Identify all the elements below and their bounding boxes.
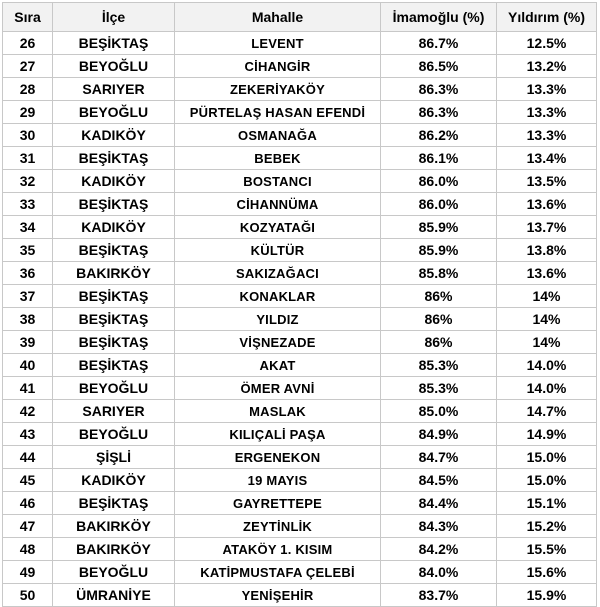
cell-district: BAKIRKÖY bbox=[53, 515, 175, 538]
cell-yildirim-pct: 15.0% bbox=[497, 469, 597, 492]
cell-yildirim-pct: 15.1% bbox=[497, 492, 597, 515]
cell-rank: 49 bbox=[3, 561, 53, 584]
table-row bbox=[3, 469, 597, 492]
cell-rank: 41 bbox=[3, 377, 53, 400]
cell-district: BEŞİKTAŞ bbox=[53, 285, 175, 308]
cell-neighborhood: AKAT bbox=[175, 354, 381, 377]
cell-yildirim-pct: 14.7% bbox=[497, 400, 597, 423]
cell-imamoglu-pct: 84.4% bbox=[381, 492, 497, 515]
cell-imamoglu-pct: 84.3% bbox=[381, 515, 497, 538]
cell-rank: 29 bbox=[3, 101, 53, 124]
table-row bbox=[3, 216, 597, 239]
results-table-container bbox=[2, 2, 597, 607]
cell-district: ÜMRANİYE bbox=[53, 584, 175, 607]
cell-district: BAKIRKÖY bbox=[53, 538, 175, 561]
cell-neighborhood: ERGENEKON bbox=[175, 446, 381, 469]
table-row bbox=[3, 285, 597, 308]
cell-neighborhood: ÖMER AVNİ bbox=[175, 377, 381, 400]
cell-imamoglu-pct: 85.3% bbox=[381, 377, 497, 400]
table-row bbox=[3, 492, 597, 515]
cell-rank: 26 bbox=[3, 32, 53, 55]
results-table bbox=[2, 2, 597, 607]
cell-neighborhood: ZEKERİYAKÖY bbox=[175, 78, 381, 101]
table-row bbox=[3, 193, 597, 216]
cell-yildirim-pct: 15.2% bbox=[497, 515, 597, 538]
cell-yildirim-pct: 13.5% bbox=[497, 170, 597, 193]
cell-district: SARIYER bbox=[53, 400, 175, 423]
table-row bbox=[3, 400, 597, 423]
cell-rank: 31 bbox=[3, 147, 53, 170]
cell-imamoglu-pct: 86% bbox=[381, 331, 497, 354]
cell-rank: 44 bbox=[3, 446, 53, 469]
cell-district: BAKIRKÖY bbox=[53, 262, 175, 285]
cell-neighborhood: VİŞNEZADE bbox=[175, 331, 381, 354]
cell-neighborhood: ATAKÖY 1. KISIM bbox=[175, 538, 381, 561]
cell-neighborhood: BOSTANCI bbox=[175, 170, 381, 193]
cell-yildirim-pct: 14% bbox=[497, 308, 597, 331]
cell-rank: 34 bbox=[3, 216, 53, 239]
cell-yildirim-pct: 12.5% bbox=[497, 32, 597, 55]
cell-neighborhood: ZEYTİNLİK bbox=[175, 515, 381, 538]
cell-yildirim-pct: 15.0% bbox=[497, 446, 597, 469]
cell-yildirim-pct: 14% bbox=[497, 331, 597, 354]
cell-neighborhood: BEBEK bbox=[175, 147, 381, 170]
cell-imamoglu-pct: 85.3% bbox=[381, 354, 497, 377]
cell-yildirim-pct: 13.4% bbox=[497, 147, 597, 170]
cell-imamoglu-pct: 86.0% bbox=[381, 193, 497, 216]
cell-imamoglu-pct: 85.8% bbox=[381, 262, 497, 285]
table-row bbox=[3, 423, 597, 446]
cell-district: BEŞİKTAŞ bbox=[53, 32, 175, 55]
cell-district: BEYOĞLU bbox=[53, 423, 175, 446]
cell-rank: 40 bbox=[3, 354, 53, 377]
cell-yildirim-pct: 14.0% bbox=[497, 354, 597, 377]
cell-imamoglu-pct: 85.0% bbox=[381, 400, 497, 423]
cell-neighborhood: GAYRETTEPE bbox=[175, 492, 381, 515]
table-row bbox=[3, 538, 597, 561]
cell-rank: 47 bbox=[3, 515, 53, 538]
cell-neighborhood: PÜRTELAŞ HASAN EFENDİ bbox=[175, 101, 381, 124]
cell-imamoglu-pct: 86.3% bbox=[381, 78, 497, 101]
table-row bbox=[3, 354, 597, 377]
cell-district: BEŞİKTAŞ bbox=[53, 492, 175, 515]
cell-district: BEŞİKTAŞ bbox=[53, 193, 175, 216]
cell-rank: 30 bbox=[3, 124, 53, 147]
cell-rank: 46 bbox=[3, 492, 53, 515]
cell-yildirim-pct: 13.6% bbox=[497, 193, 597, 216]
cell-imamoglu-pct: 85.9% bbox=[381, 239, 497, 262]
table-row bbox=[3, 239, 597, 262]
cell-imamoglu-pct: 86.0% bbox=[381, 170, 497, 193]
header-imamoglu-pct: İmamoğlu (%) bbox=[381, 3, 497, 32]
header-row bbox=[3, 3, 597, 32]
cell-yildirim-pct: 14.9% bbox=[497, 423, 597, 446]
cell-neighborhood: KÜLTÜR bbox=[175, 239, 381, 262]
cell-rank: 32 bbox=[3, 170, 53, 193]
cell-rank: 27 bbox=[3, 55, 53, 78]
cell-imamoglu-pct: 86.1% bbox=[381, 147, 497, 170]
cell-yildirim-pct: 13.3% bbox=[497, 78, 597, 101]
cell-yildirim-pct: 13.8% bbox=[497, 239, 597, 262]
table-row bbox=[3, 170, 597, 193]
cell-district: KADIKÖY bbox=[53, 124, 175, 147]
cell-neighborhood: KOZYATAĞI bbox=[175, 216, 381, 239]
cell-rank: 50 bbox=[3, 584, 53, 607]
cell-district: BEŞİKTAŞ bbox=[53, 308, 175, 331]
cell-yildirim-pct: 15.5% bbox=[497, 538, 597, 561]
table-row bbox=[3, 78, 597, 101]
cell-yildirim-pct: 15.6% bbox=[497, 561, 597, 584]
cell-rank: 35 bbox=[3, 239, 53, 262]
cell-district: SARIYER bbox=[53, 78, 175, 101]
cell-imamoglu-pct: 86.5% bbox=[381, 55, 497, 78]
header-district: İlçe bbox=[53, 3, 175, 32]
cell-rank: 38 bbox=[3, 308, 53, 331]
cell-imamoglu-pct: 86.7% bbox=[381, 32, 497, 55]
cell-imamoglu-pct: 85.9% bbox=[381, 216, 497, 239]
cell-rank: 42 bbox=[3, 400, 53, 423]
cell-imamoglu-pct: 83.7% bbox=[381, 584, 497, 607]
table-row bbox=[3, 515, 597, 538]
cell-neighborhood: MASLAK bbox=[175, 400, 381, 423]
cell-neighborhood: KILIÇALİ PAŞA bbox=[175, 423, 381, 446]
cell-rank: 36 bbox=[3, 262, 53, 285]
cell-neighborhood: OSMANAĞA bbox=[175, 124, 381, 147]
cell-yildirim-pct: 13.3% bbox=[497, 101, 597, 124]
cell-yildirim-pct: 13.3% bbox=[497, 124, 597, 147]
cell-imamoglu-pct: 84.2% bbox=[381, 538, 497, 561]
cell-rank: 33 bbox=[3, 193, 53, 216]
table-row bbox=[3, 446, 597, 469]
cell-district: BEŞİKTAŞ bbox=[53, 354, 175, 377]
cell-neighborhood: SAKIZAĞACI bbox=[175, 262, 381, 285]
cell-yildirim-pct: 14% bbox=[497, 285, 597, 308]
table-row bbox=[3, 124, 597, 147]
cell-imamoglu-pct: 84.5% bbox=[381, 469, 497, 492]
cell-rank: 39 bbox=[3, 331, 53, 354]
cell-imamoglu-pct: 86% bbox=[381, 285, 497, 308]
cell-yildirim-pct: 15.9% bbox=[497, 584, 597, 607]
cell-neighborhood: YILDIZ bbox=[175, 308, 381, 331]
cell-district: BEŞİKTAŞ bbox=[53, 331, 175, 354]
cell-district: KADIKÖY bbox=[53, 469, 175, 492]
cell-imamoglu-pct: 86% bbox=[381, 308, 497, 331]
table-row bbox=[3, 584, 597, 607]
cell-neighborhood: KONAKLAR bbox=[175, 285, 381, 308]
cell-district: BEYOĞLU bbox=[53, 377, 175, 400]
cell-rank: 28 bbox=[3, 78, 53, 101]
cell-rank: 45 bbox=[3, 469, 53, 492]
cell-district: KADIKÖY bbox=[53, 170, 175, 193]
cell-district: BEYOĞLU bbox=[53, 101, 175, 124]
cell-imamoglu-pct: 84.0% bbox=[381, 561, 497, 584]
cell-imamoglu-pct: 84.7% bbox=[381, 446, 497, 469]
table-row bbox=[3, 561, 597, 584]
cell-district: BEŞİKTAŞ bbox=[53, 147, 175, 170]
cell-neighborhood: KATİPMUSTAFA ÇELEBİ bbox=[175, 561, 381, 584]
cell-neighborhood: LEVENT bbox=[175, 32, 381, 55]
table-row bbox=[3, 308, 597, 331]
cell-yildirim-pct: 13.2% bbox=[497, 55, 597, 78]
cell-imamoglu-pct: 84.9% bbox=[381, 423, 497, 446]
cell-neighborhood: CİHANNÜMA bbox=[175, 193, 381, 216]
table-row bbox=[3, 147, 597, 170]
cell-district: ŞİŞLİ bbox=[53, 446, 175, 469]
table-row bbox=[3, 55, 597, 78]
table-row bbox=[3, 331, 597, 354]
table-row bbox=[3, 262, 597, 285]
cell-yildirim-pct: 13.6% bbox=[497, 262, 597, 285]
cell-district: BEYOĞLU bbox=[53, 55, 175, 78]
cell-imamoglu-pct: 86.2% bbox=[381, 124, 497, 147]
cell-district: KADIKÖY bbox=[53, 216, 175, 239]
cell-rank: 43 bbox=[3, 423, 53, 446]
cell-district: BEŞİKTAŞ bbox=[53, 239, 175, 262]
header-yildirim-pct: Yıldırım (%) bbox=[497, 3, 597, 32]
header-neighborhood: Mahalle bbox=[175, 3, 381, 32]
cell-yildirim-pct: 13.7% bbox=[497, 216, 597, 239]
cell-neighborhood: CİHANGİR bbox=[175, 55, 381, 78]
cell-district: BEYOĞLU bbox=[53, 561, 175, 584]
cell-neighborhood: YENİŞEHİR bbox=[175, 584, 381, 607]
cell-yildirim-pct: 14.0% bbox=[497, 377, 597, 400]
table-row bbox=[3, 101, 597, 124]
table-row bbox=[3, 377, 597, 400]
table-row bbox=[3, 32, 597, 55]
cell-rank: 37 bbox=[3, 285, 53, 308]
cell-imamoglu-pct: 86.3% bbox=[381, 101, 497, 124]
cell-neighborhood: 19 MAYIS bbox=[175, 469, 381, 492]
header-rank: Sıra bbox=[3, 3, 53, 32]
table-body bbox=[3, 32, 597, 607]
cell-rank: 48 bbox=[3, 538, 53, 561]
